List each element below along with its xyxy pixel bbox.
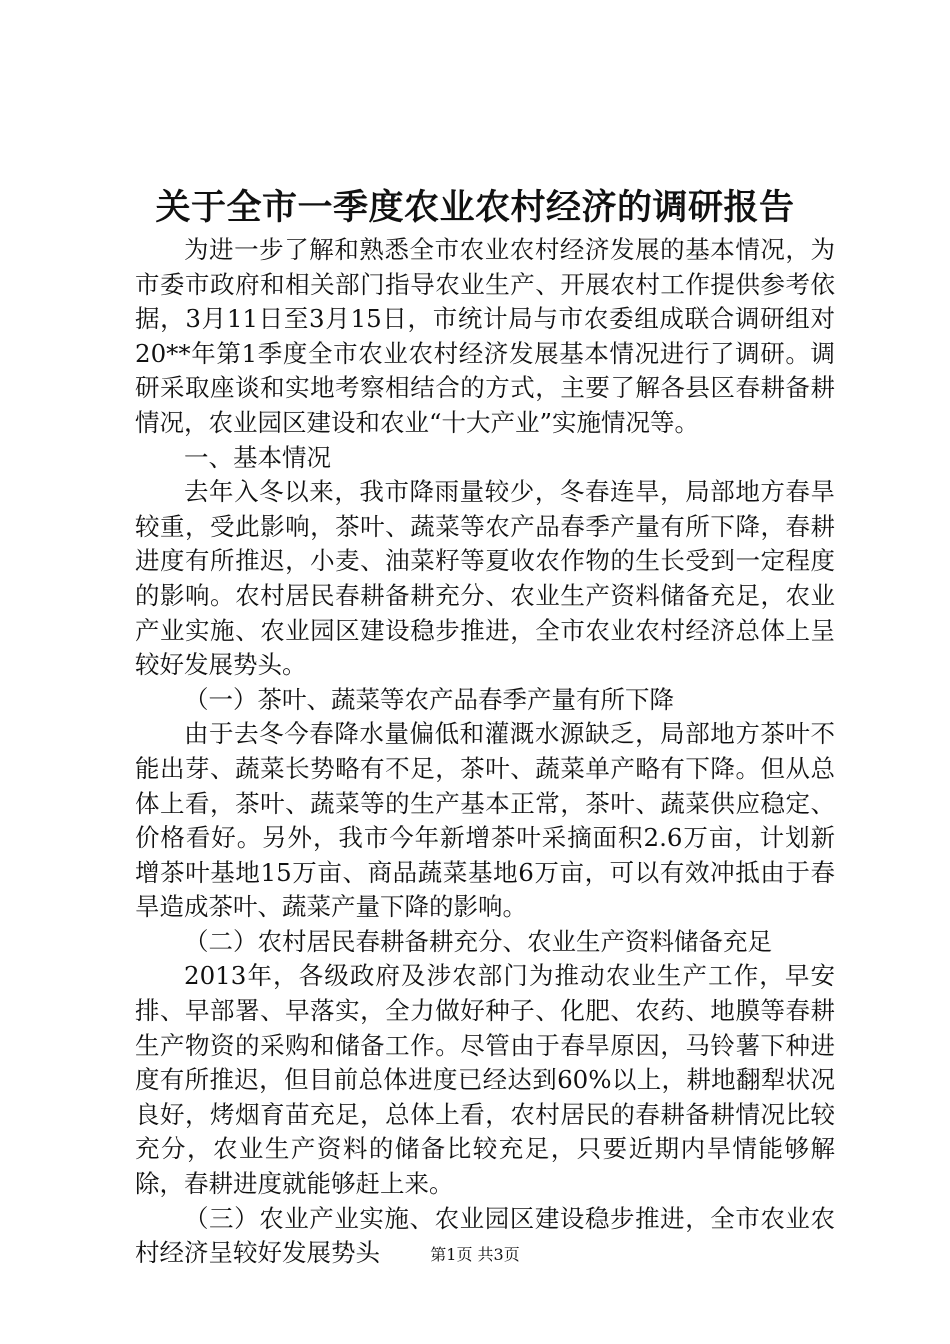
page-footer: 第1页 共3页 bbox=[430, 1245, 520, 1264]
paragraph-spring-farming: 2013年，各级政府及涉农部门为推动农业生产工作，早安排、早部署、早落实，全力做好种子、化肥、农药、地膜等春耕生产物资的采购和储备工作。尽管由于春旱原因，马铃薯下种进度有所推迟，但目前总体进度已经达到60%以上，耕地翻犁状况良好，烤烟育苗充足，总体上看，农村居民的春耕备耕情况比较充分，农业生产资料的储备比较充足，只要近期内旱情能够解除，春耕进度就能够赶上来。 bbox=[135, 961, 835, 1199]
paragraph-basic-overview: 去年入冬以来，我市降雨量较少，冬春连旱，局部地方春旱较重，受此影响，茶叶、蔬菜等农产品春季产量有所下降，春耕进度有所推迟，小麦、油菜籽等夏收农作物的生长受到一定程度的影响。农村居民春耕备耕充分、农业生产资料储备充足，农业产业实施、农业园区建设稳步推进，全市农业农村经济总体上呈较好发展势头。 bbox=[135, 477, 835, 680]
document-title: 关于全市一季度农业农村经济的调研报告 bbox=[155, 187, 795, 228]
paragraph-intro: 为进一步了解和熟悉全市农业农村经济发展的基本情况，为市委市政府和相关部门指导农业生产、开展农村工作提供参考依据，3月11日至3月15日，市统计局与市农委组成联合调研组对20**年第1季度全市农业农村经济发展基本情况进行了调研。调研采取座谈和实地考察相结合的方式，主要了解各县区春耕备耕情况，农业园区建设和农业“十大产业”实施情况等。 bbox=[135, 235, 835, 437]
document-body bbox=[135, 233, 835, 1271]
subheading-tea-vegetables: （一）茶叶、蔬菜等农产品春季产量有所下降 bbox=[184, 684, 674, 714]
paragraph-tea-vegetables: 由于去冬今春降水量偏低和灌溉水源缺乏，局部地方茶叶不能出芽、蔬菜长势略有不足，茶叶、蔬菜单产略有下降。但从总体上看，茶叶、蔬菜等的生产基本正常，茶叶、蔬菜供应稳定、价格看好。另外，我市今年新增茶叶采摘面积2.6万亩，计划新增茶叶基地15万亩、商品蔬菜基地6万亩，可以有效冲抵由于春旱造成茶叶、蔬菜产量下降的影响。 bbox=[135, 719, 835, 922]
section-heading-basic: 一、基本情况 bbox=[184, 442, 331, 472]
subheading-industry-parks: （三）农业产业实施、农业园区建设稳步推进，全市农业农村经济呈较好发展势头 bbox=[135, 1203, 835, 1268]
subheading-spring-farming: （二）农村居民春耕备耕充分、农业生产资料储备充足 bbox=[184, 926, 772, 956]
